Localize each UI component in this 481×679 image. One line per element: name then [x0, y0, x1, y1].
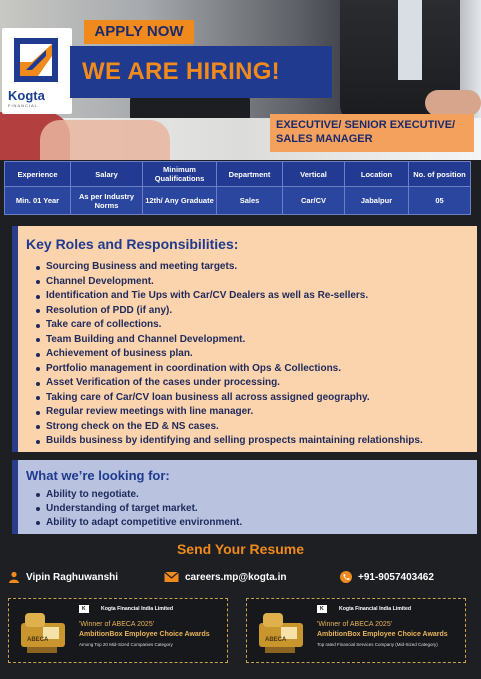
list-item: Achievement of business plan. [36, 347, 423, 362]
logo-sub: FINANCIAL [8, 103, 38, 108]
award-category: Top rated Financial Services Company (Mid-Sized Category) [317, 642, 438, 647]
list-item: Portfolio management in coordination with Ops & Collections. [36, 362, 423, 377]
svg-text:ABECA: ABECA [265, 637, 287, 643]
position-title: EXECUTIVE/ SENIOR EXECUTIVE/ SALES MANAGER [270, 114, 474, 152]
list-item: Strong check on the ED & NS cases. [36, 420, 423, 435]
contact-person [8, 569, 118, 585]
award-category: Among Top 20 Mid-Sized Companies Category [79, 642, 173, 647]
award-company: Kogta Financial India Limited [339, 606, 412, 612]
hero-shirt [398, 0, 422, 80]
apply-now-badge[interactable]: APPLY NOW [84, 20, 194, 44]
hero-banner [0, 0, 481, 160]
company-logo-badge: K [79, 605, 89, 613]
looking-for-heading: What we’re looking for: [26, 468, 170, 483]
list-item: Ability to adapt competitive environment. [36, 516, 242, 530]
hiring-headline: WE ARE HIRING! [70, 46, 332, 98]
list-item: Builds business by identifying and selling prospects maintaining relationships. [36, 434, 423, 449]
trophy-icon [17, 609, 69, 655]
list-item: Channel Development. [36, 275, 423, 290]
list-item: Regular review meetings with line manager. [36, 405, 423, 420]
person-icon [8, 571, 20, 583]
looking-for-list [36, 488, 242, 530]
svg-text:ABECA: ABECA [27, 637, 49, 643]
hero-laptop [130, 96, 250, 118]
table-cell: Car/CV [283, 187, 345, 215]
list-item: Sourcing Business and meeting targets. [36, 260, 423, 275]
award-winner: 'Winner of ABECA 2025' [79, 621, 155, 628]
list-item: Team Building and Channel Development. [36, 333, 423, 348]
table-row [5, 187, 471, 215]
table-header: Experience [5, 162, 71, 187]
table-cell: Sales [217, 187, 283, 215]
contact-email[interactable] [164, 569, 286, 585]
award-card [8, 598, 228, 663]
roles-heading: Key Roles and Responsibilities: [26, 236, 239, 252]
list-item: Understanding of target market. [36, 502, 242, 516]
send-resume-heading: Send Your Resume [176, 541, 305, 557]
roles-list [36, 260, 423, 449]
list-item: Resolution of PDD (if any). [36, 304, 423, 319]
table-header: No. of position [409, 162, 471, 187]
roles-section [12, 226, 477, 452]
phone-icon [340, 571, 352, 583]
table-cell: Jabalpur [345, 187, 409, 215]
hero-arm [40, 120, 170, 160]
list-item: Asset Verification of the cases under processing. [36, 376, 423, 391]
mail-icon [164, 571, 179, 583]
trophy-icon [255, 609, 307, 655]
list-item: Take care of collections. [36, 318, 423, 333]
table-header: Salary [71, 162, 143, 187]
table-header: Department [217, 162, 283, 187]
list-item: Taking care of Car/CV loan business all across assigned geography. [36, 391, 423, 406]
award-card [246, 598, 466, 663]
phone-number[interactable]: +91-9057403462 [358, 571, 434, 583]
list-item: Ability to negotiate. [36, 488, 242, 502]
company-logo-badge: K [317, 605, 327, 613]
award-winner: 'Winner of ABECA 2025' [317, 621, 393, 628]
table-header-row [5, 162, 471, 187]
email-link[interactable]: careers.mp@kogta.in [185, 571, 287, 583]
table-cell: Min. 01 Year [5, 187, 71, 215]
table-header: Vertical [283, 162, 345, 187]
table-header: Location [345, 162, 409, 187]
contact-name: Vipin Raghuwanshi [26, 571, 119, 583]
list-item: Identification and Tie Ups with Car/CV Dealers as well as Re-sellers. [36, 289, 423, 304]
award-title: AmbitionBox Employee Choice Awards [317, 631, 448, 638]
table-cell: 05 [409, 187, 471, 215]
job-details-table [4, 161, 471, 215]
logo-name: Kogta [8, 88, 45, 103]
looking-for-section [12, 460, 477, 534]
table-cell: 12th/ Any Graduate [143, 187, 217, 215]
award-title: AmbitionBox Employee Choice Awards [79, 631, 210, 638]
award-company: Kogta Financial India Limited [101, 606, 174, 612]
kogta-logo-icon [12, 36, 60, 84]
table-cell: As per Industry Norms [71, 187, 143, 215]
hero-hand [425, 90, 481, 116]
table-header: Minimum Qualifications [143, 162, 217, 187]
kogta-logo [2, 28, 72, 114]
contact-phone[interactable] [340, 569, 434, 585]
